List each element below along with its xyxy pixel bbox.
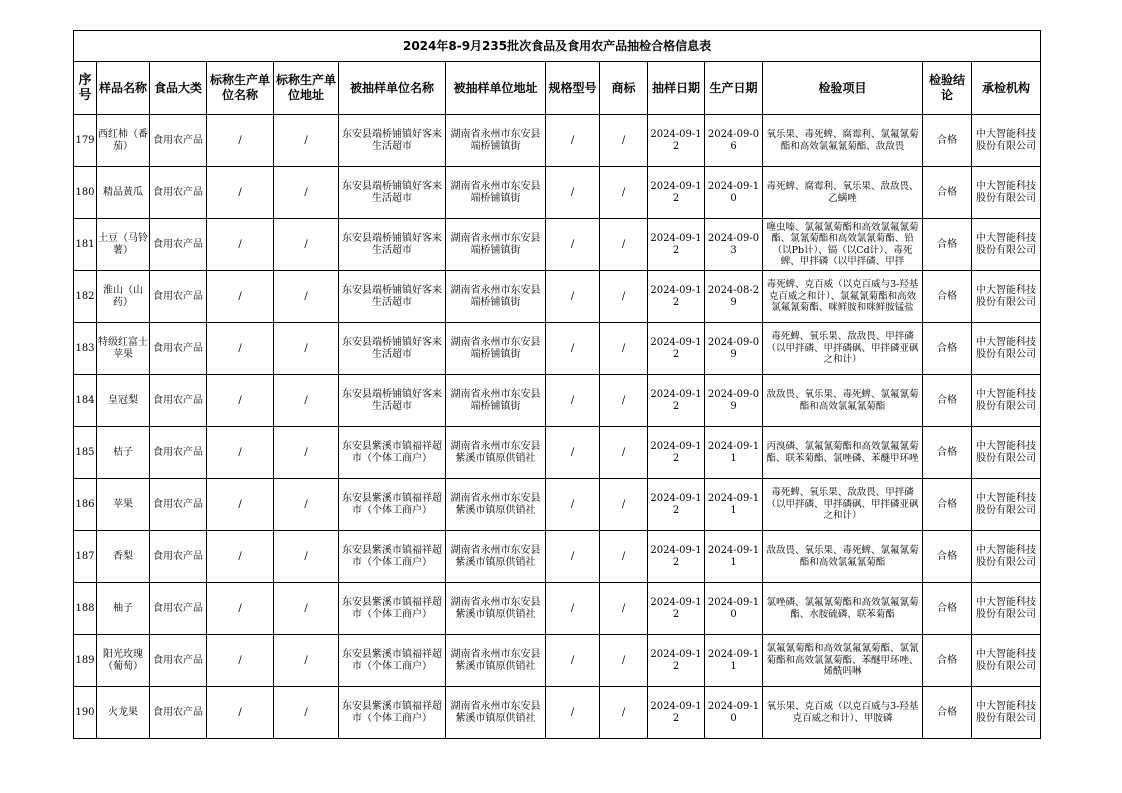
table-row	[74, 271, 1041, 323]
col-header-test-items: 检验项目	[763, 62, 923, 115]
cell-trademark: /	[600, 271, 648, 323]
cell-producer-address: /	[274, 531, 339, 583]
cell-sample-name: 火龙果	[97, 687, 150, 739]
cell-food-category: 食用农产品	[150, 635, 207, 687]
cell-trademark: /	[600, 479, 648, 531]
cell-sampled-unit-name: 东安县紫溪市镇福祥超市（个体工商户）	[339, 531, 446, 583]
cell-sampling-date: 2024-09-12	[648, 583, 705, 635]
cell-test-items: 氯氟氰菊酯和高效氯氟氰菊酯、氯氰菊酯和高效氯氰菊酯、苯醚甲环唑、烯酰吗啉	[763, 635, 923, 687]
col-header-sample-name: 样品名称	[97, 62, 150, 115]
cell-producer-address: /	[274, 427, 339, 479]
cell-producer-address: /	[274, 687, 339, 739]
cell-trademark: /	[600, 115, 648, 167]
cell-testing-agency: 中大智能科技股份有限公司	[972, 323, 1041, 375]
col-header-trademark: 商标	[600, 62, 648, 115]
cell-test-items: 氧乐果、克百威（以克百威与3-羟基克百威之和计）、甲胺磷	[763, 687, 923, 739]
cell-sampling-date: 2024-09-12	[648, 687, 705, 739]
cell-producer-name: /	[207, 115, 274, 167]
cell-trademark: /	[600, 635, 648, 687]
cell-sample-name: 特级红富士苹果	[97, 323, 150, 375]
col-header-production-date: 生产日期	[705, 62, 763, 115]
table-title: 2024年8-9月235批次食品及食用农产品抽检合格信息表	[74, 31, 1041, 62]
cell-index: 186	[74, 479, 97, 531]
cell-producer-name: /	[207, 583, 274, 635]
cell-conclusion: 合格	[923, 427, 972, 479]
cell-sampling-date: 2024-09-12	[648, 375, 705, 427]
cell-test-items: 氯唑磷、氯氟氰菊酯和高效氯氟氰菊酯、水胺硫磷、联苯菊酯	[763, 583, 923, 635]
col-header-testing-agency: 承检机构	[972, 62, 1041, 115]
cell-trademark: /	[600, 427, 648, 479]
cell-production-date: 2024-09-11	[705, 479, 763, 531]
cell-sampled-unit-address: 湖南省永州市东安县端桥铺镇街	[446, 375, 546, 427]
cell-sampled-unit-name: 东安县端桥铺镇好客来生活超市	[339, 219, 446, 271]
cell-spec: /	[546, 167, 600, 219]
cell-index: 188	[74, 583, 97, 635]
cell-sampled-unit-name: 东安县紫溪市镇福祥超市（个体工商户）	[339, 687, 446, 739]
cell-sample-name: 土豆（马铃薯）	[97, 219, 150, 271]
cell-trademark: /	[600, 167, 648, 219]
cell-spec: /	[546, 687, 600, 739]
cell-spec: /	[546, 271, 600, 323]
cell-producer-address: /	[274, 323, 339, 375]
cell-sampled-unit-address: 湖南省永州市东安县端桥铺镇街	[446, 167, 546, 219]
cell-sampled-unit-name: 东安县紫溪市镇福祥超市（个体工商户）	[339, 583, 446, 635]
col-header-sampled-unit-address: 被抽样单位地址	[446, 62, 546, 115]
cell-sampled-unit-name: 东安县端桥铺镇好客来生活超市	[339, 167, 446, 219]
cell-sampled-unit-name: 东安县端桥铺镇好客来生活超市	[339, 271, 446, 323]
table-row	[74, 531, 1041, 583]
cell-trademark: /	[600, 375, 648, 427]
cell-production-date: 2024-09-06	[705, 115, 763, 167]
cell-producer-name: /	[207, 219, 274, 271]
cell-producer-address: /	[274, 635, 339, 687]
cell-production-date: 2024-09-10	[705, 687, 763, 739]
cell-sampled-unit-address: 湖南省永州市东安县紫溪市镇原供销社	[446, 531, 546, 583]
cell-sampling-date: 2024-09-12	[648, 115, 705, 167]
inspection-table	[73, 30, 1041, 739]
cell-sampled-unit-address: 湖南省永州市东安县紫溪市镇原供销社	[446, 479, 546, 531]
cell-sample-name: 淮山（山药）	[97, 271, 150, 323]
cell-testing-agency: 中大智能科技股份有限公司	[972, 479, 1041, 531]
cell-food-category: 食用农产品	[150, 479, 207, 531]
cell-test-items: 敌敌畏、氧乐果、毒死蜱、氯氟氰菊酯和高效氯氟氰菊酯	[763, 531, 923, 583]
cell-testing-agency: 中大智能科技股份有限公司	[972, 635, 1041, 687]
col-header-sampling-date: 抽样日期	[648, 62, 705, 115]
cell-spec: /	[546, 583, 600, 635]
cell-test-items: 毒死蜱、氧乐果、敌敌畏、甲拌磷（以甲拌磷、甲拌磷砜、甲拌磷亚砜之和计）	[763, 479, 923, 531]
cell-index: 183	[74, 323, 97, 375]
cell-spec: /	[546, 427, 600, 479]
cell-index: 185	[74, 427, 97, 479]
cell-conclusion: 合格	[923, 479, 972, 531]
table-body	[74, 115, 1041, 739]
cell-producer-address: /	[274, 167, 339, 219]
cell-spec: /	[546, 531, 600, 583]
cell-trademark: /	[600, 323, 648, 375]
cell-index: 190	[74, 687, 97, 739]
cell-testing-agency: 中大智能科技股份有限公司	[972, 531, 1041, 583]
cell-test-items: 毒死蜱、克百威（以克百威与3-羟基克百威之和计）、氯氟氰菊酯和高效氯氟氰菊酯、咪鲜胺和咪鲜胺锰盐	[763, 271, 923, 323]
cell-conclusion: 合格	[923, 635, 972, 687]
cell-sampling-date: 2024-09-12	[648, 479, 705, 531]
cell-production-date: 2024-09-11	[705, 427, 763, 479]
cell-sample-name: 阳光玫瑰（葡萄）	[97, 635, 150, 687]
cell-test-items: 敌敌畏、氧乐果、毒死蜱、氯氟氰菊酯和高效氯氟氰菊酯	[763, 375, 923, 427]
cell-sampling-date: 2024-09-12	[648, 167, 705, 219]
cell-sample-name: 西红柿（番茄）	[97, 115, 150, 167]
cell-producer-address: /	[274, 219, 339, 271]
cell-test-items: 毒死蜱、腐霉利、氧乐果、敌敌畏、乙螨唑	[763, 167, 923, 219]
cell-spec: /	[546, 479, 600, 531]
cell-index: 180	[74, 167, 97, 219]
cell-spec: /	[546, 635, 600, 687]
col-header-producer-address: 标称生产单位地址	[274, 62, 339, 115]
table-row	[74, 687, 1041, 739]
cell-producer-name: /	[207, 323, 274, 375]
cell-producer-name: /	[207, 635, 274, 687]
cell-testing-agency: 中大智能科技股份有限公司	[972, 167, 1041, 219]
cell-food-category: 食用农产品	[150, 687, 207, 739]
cell-index: 187	[74, 531, 97, 583]
cell-spec: /	[546, 323, 600, 375]
cell-food-category: 食用农产品	[150, 375, 207, 427]
cell-sample-name: 桔子	[97, 427, 150, 479]
col-header-spec: 规格型号	[546, 62, 600, 115]
cell-food-category: 食用农产品	[150, 115, 207, 167]
cell-test-items: 毒死蜱、氧乐果、敌敌畏、甲拌磷（以甲拌磷、甲拌磷砜、甲拌磷亚砜之和计）	[763, 323, 923, 375]
cell-sample-name: 香梨	[97, 531, 150, 583]
cell-trademark: /	[600, 531, 648, 583]
cell-testing-agency: 中大智能科技股份有限公司	[972, 115, 1041, 167]
cell-sampling-date: 2024-09-12	[648, 531, 705, 583]
cell-sampled-unit-address: 湖南省永州市东安县紫溪市镇原供销社	[446, 427, 546, 479]
cell-conclusion: 合格	[923, 583, 972, 635]
cell-testing-agency: 中大智能科技股份有限公司	[972, 583, 1041, 635]
cell-test-items: 噻虫嗪、氯氟氰菊酯和高效氯氟氰菊酯、氯氰菊酯和高效氯氰菊酯、铅（以Pb计）、镉（以Cd计）、毒死蜱、甲拌磷（以甲拌磷、甲拌	[763, 219, 923, 271]
col-header-sampled-unit-name: 被抽样单位名称	[339, 62, 446, 115]
cell-conclusion: 合格	[923, 375, 972, 427]
cell-sampled-unit-name: 东安县端桥铺镇好客来生活超市	[339, 323, 446, 375]
cell-sampled-unit-name: 东安县端桥铺镇好客来生活超市	[339, 375, 446, 427]
cell-producer-name: /	[207, 479, 274, 531]
table-row	[74, 375, 1041, 427]
cell-sampled-unit-name: 东安县紫溪市镇福祥超市（个体工商户）	[339, 427, 446, 479]
cell-sampling-date: 2024-09-12	[648, 271, 705, 323]
cell-conclusion: 合格	[923, 271, 972, 323]
table-row	[74, 323, 1041, 375]
cell-sampling-date: 2024-09-12	[648, 635, 705, 687]
cell-producer-name: /	[207, 687, 274, 739]
table-row	[74, 115, 1041, 167]
cell-sample-name: 苹果	[97, 479, 150, 531]
cell-trademark: /	[600, 583, 648, 635]
table-row	[74, 167, 1041, 219]
cell-sampling-date: 2024-09-12	[648, 427, 705, 479]
cell-testing-agency: 中大智能科技股份有限公司	[972, 375, 1041, 427]
cell-index: 179	[74, 115, 97, 167]
cell-sample-name: 皇冠梨	[97, 375, 150, 427]
cell-food-category: 食用农产品	[150, 167, 207, 219]
cell-food-category: 食用农产品	[150, 583, 207, 635]
col-header-food-category: 食品大类	[150, 62, 207, 115]
cell-production-date: 2024-09-10	[705, 167, 763, 219]
table-row	[74, 219, 1041, 271]
cell-spec: /	[546, 115, 600, 167]
cell-conclusion: 合格	[923, 323, 972, 375]
cell-conclusion: 合格	[923, 167, 972, 219]
cell-trademark: /	[600, 219, 648, 271]
cell-sampled-unit-name: 东安县端桥铺镇好客来生活超市	[339, 115, 446, 167]
cell-index: 181	[74, 219, 97, 271]
cell-production-date: 2024-09-11	[705, 531, 763, 583]
cell-index: 189	[74, 635, 97, 687]
table-row	[74, 635, 1041, 687]
cell-spec: /	[546, 375, 600, 427]
cell-conclusion: 合格	[923, 531, 972, 583]
cell-sampled-unit-address: 湖南省永州市东安县紫溪市镇原供销社	[446, 635, 546, 687]
header-row	[74, 62, 1041, 115]
cell-production-date: 2024-08-29	[705, 271, 763, 323]
cell-producer-name: /	[207, 375, 274, 427]
cell-sampling-date: 2024-09-12	[648, 219, 705, 271]
cell-spec: /	[546, 219, 600, 271]
col-header-conclusion: 检验结论	[923, 62, 972, 115]
cell-producer-address: /	[274, 479, 339, 531]
cell-production-date: 2024-09-10	[705, 583, 763, 635]
cell-index: 184	[74, 375, 97, 427]
cell-sampled-unit-address: 湖南省永州市东安县紫溪市镇原供销社	[446, 583, 546, 635]
cell-sampled-unit-name: 东安县紫溪市镇福祥超市（个体工商户）	[339, 479, 446, 531]
cell-testing-agency: 中大智能科技股份有限公司	[972, 271, 1041, 323]
cell-sampled-unit-address: 湖南省永州市东安县端桥铺镇街	[446, 115, 546, 167]
table-row	[74, 583, 1041, 635]
table-row	[74, 427, 1041, 479]
cell-production-date: 2024-09-09	[705, 375, 763, 427]
cell-conclusion: 合格	[923, 687, 972, 739]
cell-sample-name: 精品黄瓜	[97, 167, 150, 219]
cell-trademark: /	[600, 687, 648, 739]
cell-food-category: 食用农产品	[150, 323, 207, 375]
cell-index: 182	[74, 271, 97, 323]
cell-producer-name: /	[207, 167, 274, 219]
cell-testing-agency: 中大智能科技股份有限公司	[972, 427, 1041, 479]
cell-producer-name: /	[207, 427, 274, 479]
cell-production-date: 2024-09-03	[705, 219, 763, 271]
cell-sampling-date: 2024-09-12	[648, 323, 705, 375]
cell-food-category: 食用农产品	[150, 531, 207, 583]
col-header-index: 序号	[74, 62, 97, 115]
cell-food-category: 食用农产品	[150, 219, 207, 271]
cell-producer-address: /	[274, 271, 339, 323]
cell-food-category: 食用农产品	[150, 271, 207, 323]
table-row	[74, 479, 1041, 531]
cell-producer-name: /	[207, 271, 274, 323]
cell-production-date: 2024-09-11	[705, 635, 763, 687]
cell-producer-address: /	[274, 583, 339, 635]
cell-producer-address: /	[274, 375, 339, 427]
cell-sampled-unit-address: 湖南省永州市东安县端桥铺镇街	[446, 323, 546, 375]
cell-sampled-unit-name: 东安县紫溪市镇福祥超市（个体工商户）	[339, 635, 446, 687]
cell-food-category: 食用农产品	[150, 427, 207, 479]
cell-sampled-unit-address: 湖南省永州市东安县端桥铺镇街	[446, 219, 546, 271]
cell-conclusion: 合格	[923, 219, 972, 271]
cell-producer-address: /	[274, 115, 339, 167]
cell-sample-name: 柚子	[97, 583, 150, 635]
cell-testing-agency: 中大智能科技股份有限公司	[972, 219, 1041, 271]
cell-test-items: 氧乐果、毒死蜱、腐霉利、氯氟氰菊酯和高效氯氟氰菊酯、敌敌畏	[763, 115, 923, 167]
cell-test-items: 丙溴磷、氯氟氰菊酯和高效氯氟氰菊酯、联苯菊酯、氯唑磷、苯醚甲环唑	[763, 427, 923, 479]
cell-testing-agency: 中大智能科技股份有限公司	[972, 687, 1041, 739]
cell-sampled-unit-address: 湖南省永州市东安县端桥铺镇街	[446, 271, 546, 323]
cell-conclusion: 合格	[923, 115, 972, 167]
cell-producer-name: /	[207, 531, 274, 583]
cell-sampled-unit-address: 湖南省永州市东安县紫溪市镇原供销社	[446, 687, 546, 739]
col-header-producer-name: 标称生产单位名称	[207, 62, 274, 115]
cell-production-date: 2024-09-09	[705, 323, 763, 375]
